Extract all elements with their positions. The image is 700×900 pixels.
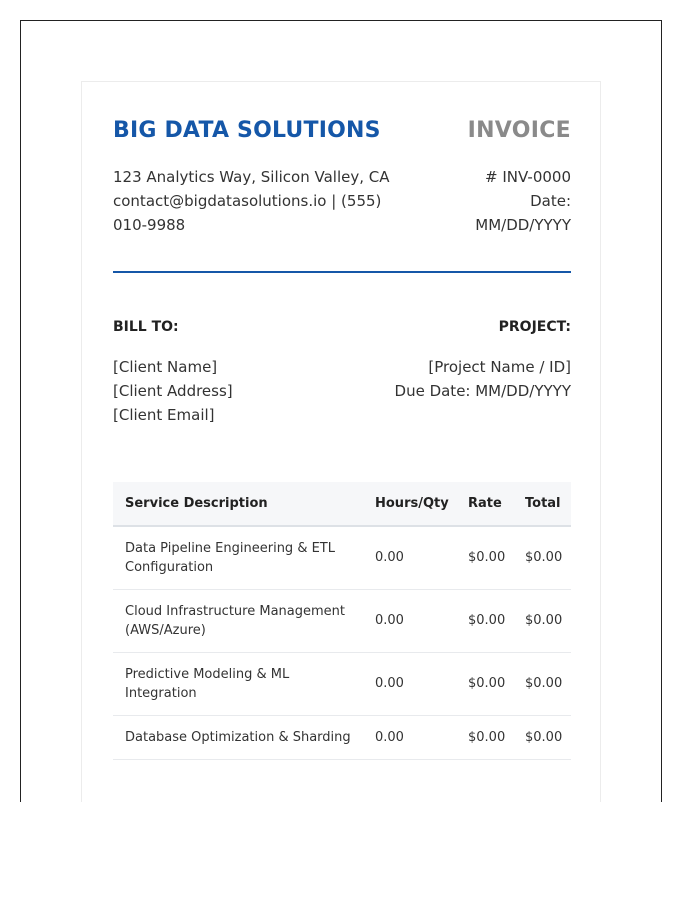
header-rate: Rate	[456, 482, 513, 526]
row-total: $0.00	[513, 589, 571, 652]
header-hours: Hours/Qty	[363, 482, 456, 526]
services-table	[113, 482, 571, 760]
client-email: [Client Email]	[113, 406, 215, 424]
header-description: Service Description	[113, 482, 363, 526]
company-name: BIG DATA SOLUTIONS	[113, 118, 381, 143]
row-rate: $0.00	[456, 652, 513, 715]
table-row	[113, 652, 571, 715]
company-info	[113, 165, 413, 237]
bill-to-heading: BILL TO:	[113, 319, 179, 335]
row-total: $0.00	[513, 715, 571, 759]
row-total: $0.00	[513, 652, 571, 715]
bill-to-block	[113, 355, 343, 427]
invoice-date-label: Date:	[530, 192, 571, 210]
header-divider	[113, 271, 571, 273]
project-name: [Project Name / ID]	[428, 358, 571, 376]
row-rate: $0.00	[456, 715, 513, 759]
row-description: Predictive Modeling & ML Integration	[113, 652, 363, 715]
row-hours: 0.00	[363, 652, 456, 715]
table-row	[113, 526, 571, 589]
project-block	[341, 355, 571, 403]
invoice-number: # INV-0000	[485, 168, 571, 186]
company-address: 123 Analytics Way, Silicon Valley, CA	[113, 168, 390, 186]
row-total: $0.00	[513, 526, 571, 589]
company-contact: contact@bigdatasolutions.io | (555) 010-9988	[113, 192, 382, 234]
client-name: [Client Name]	[113, 358, 218, 376]
table-row	[113, 589, 571, 652]
page-frame	[20, 20, 662, 802]
invoice-card	[81, 81, 601, 802]
client-address: [Client Address]	[113, 382, 233, 400]
row-description: Data Pipeline Engineering & ETL Configuration	[113, 526, 363, 589]
row-hours: 0.00	[363, 589, 456, 652]
project-due-date: Due Date: MM/DD/YYYY	[394, 382, 571, 400]
row-description: Database Optimization & Sharding	[113, 715, 363, 759]
table-header-row	[113, 482, 571, 526]
row-description: Cloud Infrastructure Management (AWS/Azure)	[113, 589, 363, 652]
table-row	[113, 715, 571, 759]
project-heading: PROJECT:	[498, 319, 571, 335]
invoice-meta	[431, 165, 571, 237]
row-rate: $0.00	[456, 526, 513, 589]
invoice-date-value: MM/DD/YYYY	[475, 216, 571, 234]
row-hours: 0.00	[363, 526, 456, 589]
invoice-title: INVOICE	[467, 118, 571, 143]
row-hours: 0.00	[363, 715, 456, 759]
header-total: Total	[513, 482, 571, 526]
row-rate: $0.00	[456, 589, 513, 652]
